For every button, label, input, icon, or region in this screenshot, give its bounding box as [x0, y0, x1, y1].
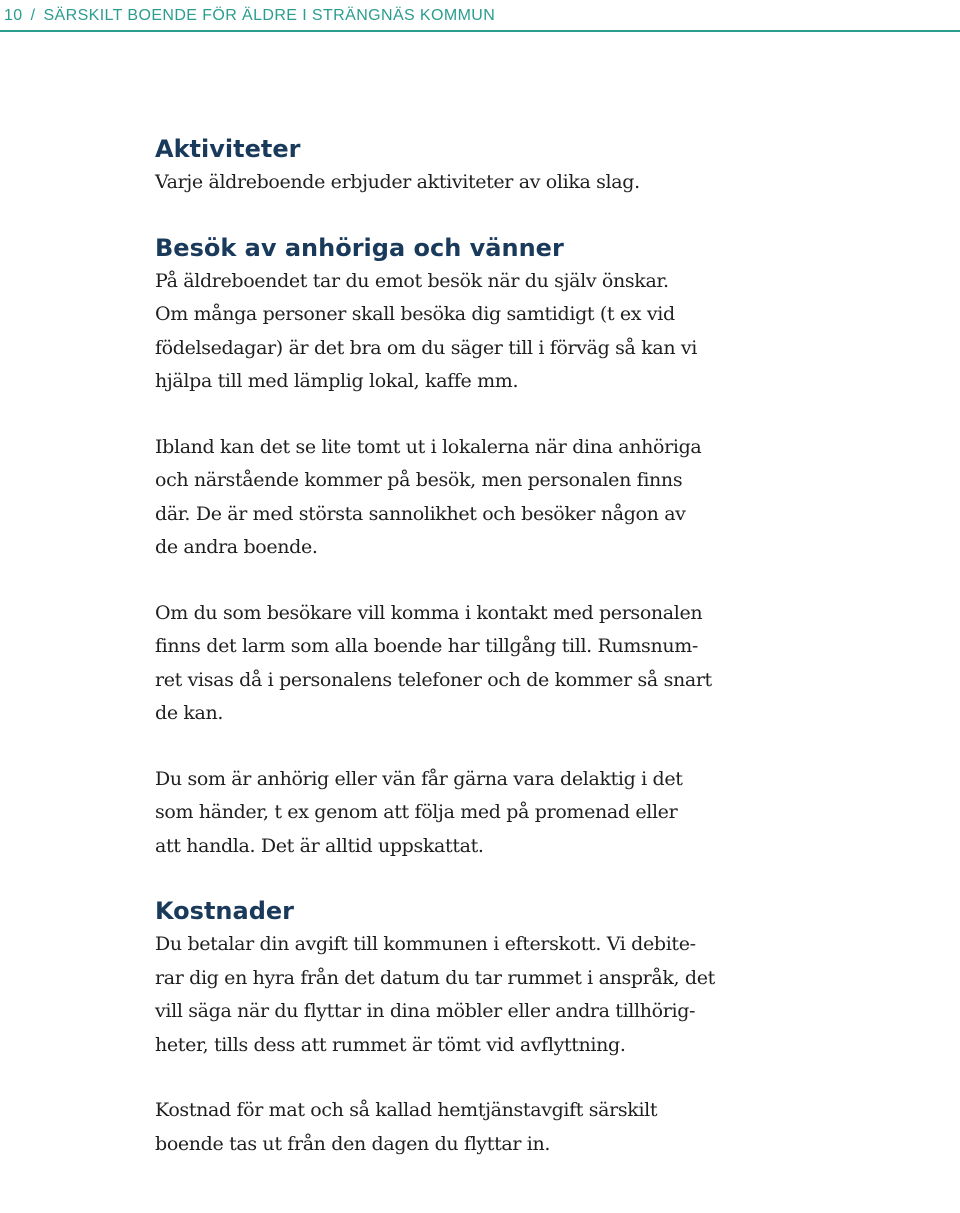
text-line: vill säga när du flyttar in dina möbler eller andra tillhörig- — [155, 1000, 696, 1022]
text-line: Varje äldreboende erbjuder aktiviteter av olika slag. — [155, 171, 640, 193]
text-line: heter, tills dess att rummet är tömt vid avflyttning. — [155, 1033, 626, 1056]
section-aktiviteter — [155, 132, 795, 200]
text-line: ret visas då i personalens telefoner och de kommer så snart — [155, 668, 712, 691]
paragraph — [155, 763, 795, 864]
paragraph — [155, 597, 795, 731]
text-line: Ibland kan det se lite tomt ut i lokalerna när dina anhöriga — [155, 435, 702, 458]
text-line: Du betalar din avgift till kommunen i efterskott. Vi debite- — [155, 933, 696, 955]
text-line: rar dig en hyra från det datum du tar rummet i anspråk, det — [155, 966, 715, 989]
section-heading: Aktiviteter — [155, 135, 301, 163]
section-heading: Besök av anhöriga och vänner — [155, 233, 564, 262]
paragraph — [155, 1094, 795, 1161]
text-line: Om du som besökare vill komma i kontakt med personalen — [155, 601, 703, 624]
text-line: och närstående kommer på besök, men personalen finns — [155, 469, 683, 491]
header-rule — [0, 30, 960, 32]
text-line: där. De är med största sannolikhet och besöker någon av — [155, 502, 686, 525]
document-title: SÄRSKILT BOENDE FÖR ÄLDRE I STRÄNGNÄS KOMMUN — [43, 7, 496, 24]
text-line: finns det larm som alla boende har tillgång till. Rumsnum- — [155, 635, 698, 657]
text-line: Du som är anhörig eller vän får gärna vara delaktig i det — [155, 767, 683, 790]
text-line: På äldreboendet tar du emot besök när du själv önskar. — [155, 269, 669, 292]
text-line: boende tas ut från den dagen du flyttar in. — [155, 1132, 551, 1155]
page-number: 10 — [4, 7, 23, 24]
paragraph — [155, 265, 795, 399]
running-header — [4, 4, 495, 28]
page-content — [155, 132, 795, 1161]
text-line: som händer, t ex genom att följa med på promenad eller — [155, 801, 678, 823]
text-line: de kan. — [155, 702, 224, 724]
paragraph — [155, 928, 795, 1062]
text-line: födelsedagar) är det bra om du säger till i förväg så kan vi — [155, 336, 698, 359]
text-line: hjälpa till med lämplig lokal, kaffe mm. — [155, 370, 519, 392]
paragraph — [155, 431, 795, 565]
section-besok — [155, 231, 795, 864]
paragraph — [155, 166, 795, 200]
header-separator: / — [30, 7, 36, 24]
section-heading: Kostnader — [155, 897, 294, 925]
text-line: Om många personer skall besöka dig samtidigt (t ex vid — [155, 303, 675, 325]
text-line: Kostnad för mat och så kallad hemtjänstavgift särskilt — [155, 1099, 658, 1121]
text-line: de andra boende. — [155, 536, 318, 558]
text-line: att handla. Det är alltid uppskattat. — [155, 834, 484, 857]
section-kostnader — [155, 894, 795, 1161]
